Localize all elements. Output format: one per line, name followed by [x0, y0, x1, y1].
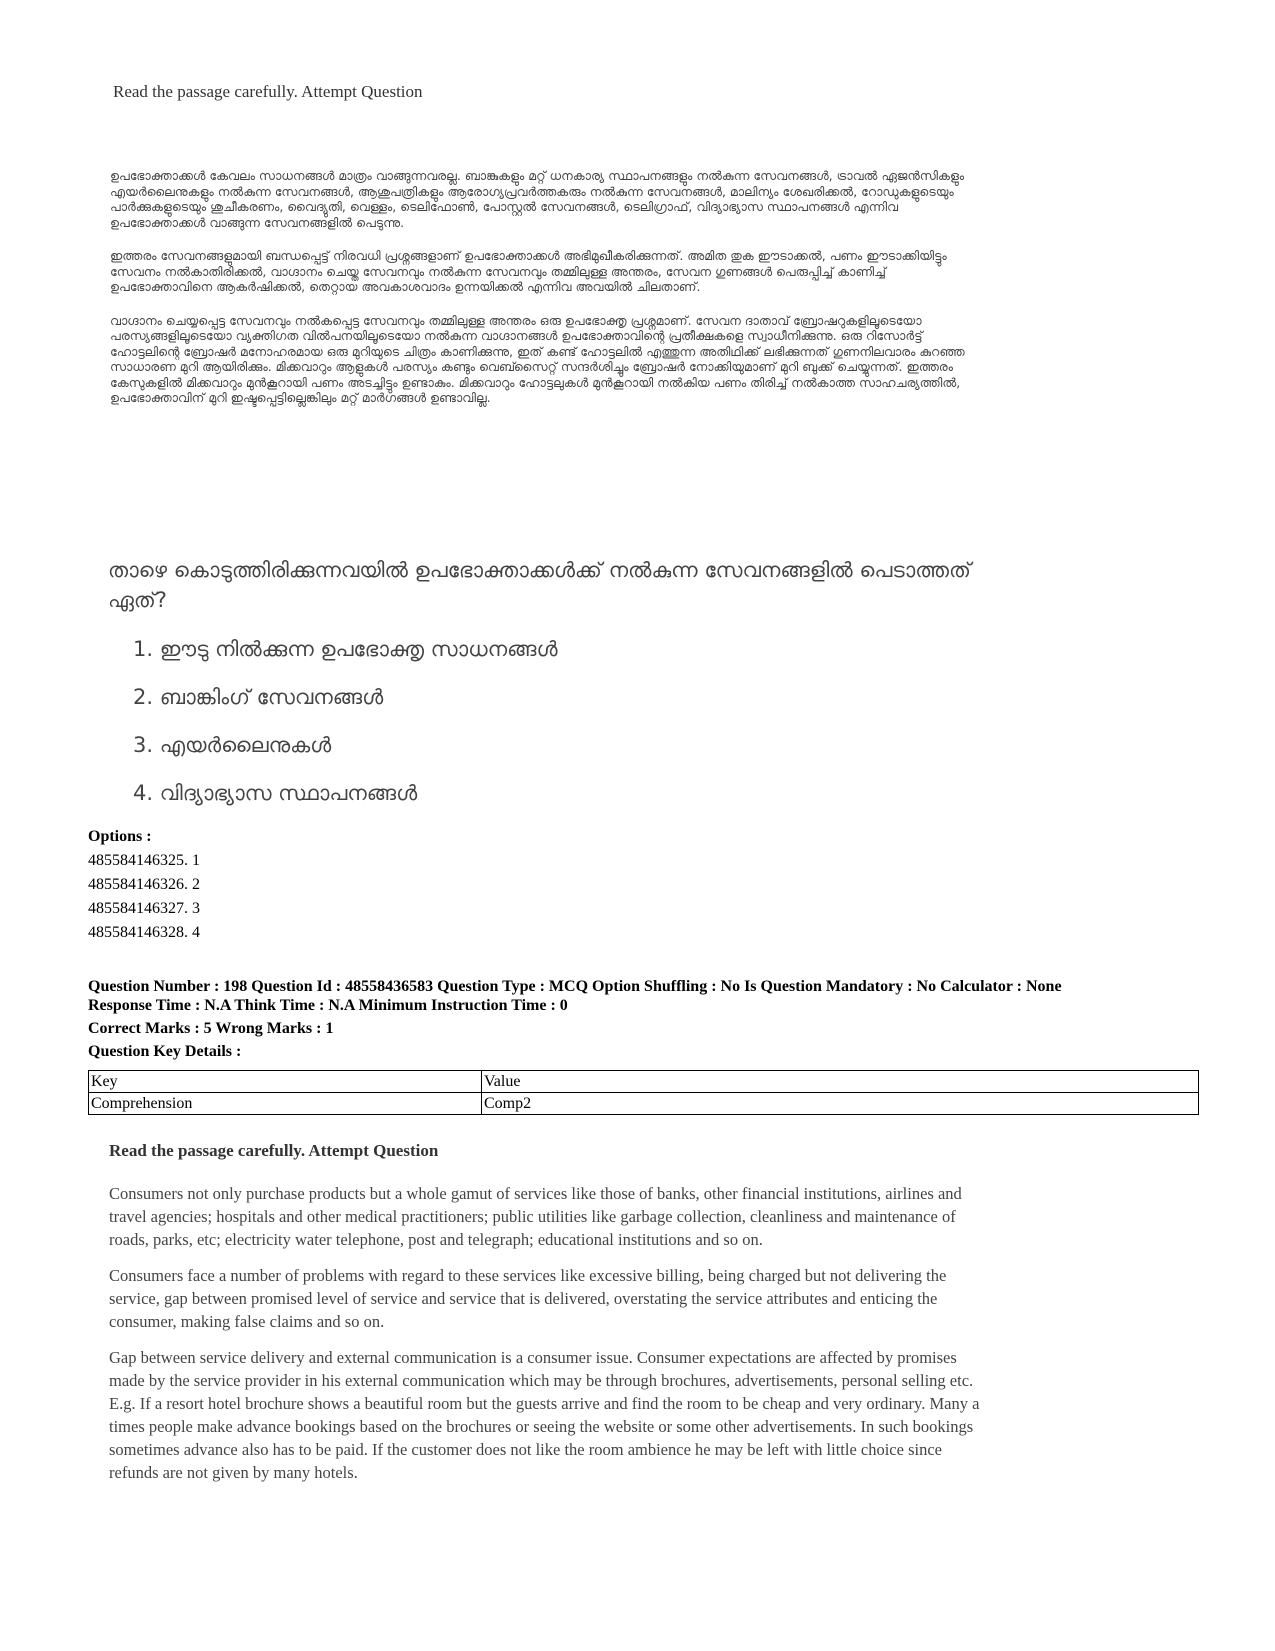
option-item: 485584146328. 4 [88, 924, 200, 941]
english-paragraph: Consumers face a number of problems with regard to these services like excessive billing, being charged but not delivering the service, gap between promised level of service and service that is delivered, overstating the service attributes and enticing the consumer, making false claims and so on. [109, 1266, 947, 1331]
malayalam-choice: 4. വിദ്യാഭ്യാസ സ്ഥാപനങ്ങൾ [133, 781, 418, 805]
malayalam-choice: 2. ബാങ്കിംഗ് സേവനങ്ങൾ [133, 685, 384, 709]
english-passage [109, 1182, 989, 1497]
malayalam-choice: 1. ഈടു നിൽക്കുന്ന ഉപഭോക്തൃ സാധനങ്ങൾ [133, 637, 558, 661]
table-header-cell: Value [482, 1071, 1199, 1093]
malayalam-paragraph: വാഗ്ദാനം ചെയ്യപ്പെട്ട സേവനവും നൽകപ്പെട്ട സേവനവും തമ്മിലുള്ള അന്തരം ഒരു ഉപഭോക്തൃ പ്രശ്നമാണ്. സേവന ദാതാവ് ബ്രോഷറുകളിലൂടെയോ പരസ്യങ്ങളിലൂടെയോ വ്യക്തിഗത വിൽപനയിലൂടെയോ നൽകുന്ന വാഗ്ദാനങ്ങൾ ഉപഭോക്താവിന്റെ പ്രതീക്ഷകളെ സ്വാധീനിക്കുന്നു. ഒരു റിസോർട്ട് ഹോട്ടലിന്റെ ബ്രോഷർ മനോഹരമായ ഒരു മുറിയുടെ ചിത്രം കാണിക്കുന്നു, ഇത് കണ്ട് ഹോട്ടലിൽ എത്തുന്ന അതിഥിക്ക് ലഭിക്കുന്നത് ഗുണനിലവാരം കുറഞ്ഞ സാധാരണ മുറി ആയിരിക്കും. മിക്കവാറും ആളുകൾ പരസ്യം കണ്ടും വെബ്സൈറ്റ് സന്ദർശിച്ചും ബ്രോഷർ നോക്കിയുമാണ് മുറി ബുക്ക് ചെയ്യുന്നത്. ഇത്തരം കേസുകളിൽ മിക്കവാറും മുൻകൂറായി പണം അടച്ചിട്ടും ഉണ്ടാകും. മിക്കവാറും ഹോട്ടലുകൾ മുൻകൂറായി നൽകിയ പണം തിരിച്ച് നൽകാത്ത സാഹചര്യത്തിൽ, ഉപഭോക്താവിന് മുറി ഇഷ്ടപ്പെട്ടില്ലെങ്കിലും മറ്റ് മാർഗങ്ങൾ ഉണ്ടാവില്ല. [110, 312, 965, 405]
option-item: 485584146327. 3 [88, 900, 200, 917]
table-cell: Comp2 [482, 1093, 1199, 1115]
option-item: 485584146325. 1 [88, 852, 200, 869]
table-cell: Comprehension [89, 1093, 482, 1115]
malayalam-passage [110, 168, 990, 424]
options-block [88, 825, 200, 945]
marks-line: Correct Marks : 5 Wrong Marks : 1 [88, 1020, 334, 1037]
malayalam-choices [133, 625, 558, 817]
table-header-cell: Key [89, 1071, 482, 1093]
malayalam-paragraph: ഉപഭോക്താക്കൾ കേവലം സാധനങ്ങൾ മാത്രം വാങ്ങുന്നവരല്ല. ബാങ്കുകളും മറ്റ് ധനകാര്യ സ്ഥാപനങ്ങളും നൽകുന്ന സേവനങ്ങൾ, ട്രാവൽ ഏജൻസികളും എയർലൈനുകളും നൽകുന്ന സേവനങ്ങൾ, ആശുപത്രികളും ആരോഗ്യപ്രവർത്തകരും നൽകുന്ന സേവനങ്ങൾ, മാലിന്യം ശേഖരിക്കൽ, റോഡുകളുടെയും പാർക്കുകളുടെയും ശുചീകരണം, വൈദ്യുതി, വെള്ളം, ടെലിഫോൺ, പോസ്റ്റൽ സേവനങ്ങൾ, ടെലിഗ്രാഫ്, വിദ്യാഭ്യാസ സ്ഥാപനങ്ങൾ എന്നിവ ഉപഭോക്താക്കൾ വാങ്ങുന്ന സേവനങ്ങളിൽ പെടുന്നു. [110, 168, 965, 230]
question-meta-line1: Question Number : 198 Question Id : 48558436583 Question Type : MCQ Option Shuffling : No Is Question Mandatory : No Calculator : None [88, 978, 1062, 995]
option-item: 485584146326. 2 [88, 876, 200, 893]
table-header-row [89, 1071, 1199, 1093]
malayalam-question: താഴെ കൊടുത്തിരിക്കുന്നവയിൽ ഉപഭോക്താക്കൾക്ക് നൽകുന്ന സേവനങ്ങളിൽ പെടാത്തത് ഏത്? [108, 558, 971, 612]
english-paragraph: Gap between service delivery and external communication is a consumer issue. Consumer expectations are affected by promises made by the service provider in his external communication which may be through brochures, advertisements, personal selling etc. E.g. If a resort hotel brochure shows a beautiful room but the guests arrive and find the room to be cheap and very ordinary. Many a times people make advance bookings based on the brochures or seeing the website or some other advertisements. In such bookings sometimes advance also has to be paid. If the customer does not like the room ambience he may be left with little choice since refunds are not given by many hotels. [109, 1348, 980, 1482]
english-paragraph: Consumers not only purchase products but a whole gamut of services like those of banks, other financial institutions, airlines and travel agencies; hospitals and other medical practitioners; public utilities like garbage collection, cleanliness and maintenance of roads, parks, etc; electricity water telephone, post and telegraph; educational institutions and so on. [109, 1184, 962, 1249]
english-passage-heading: Read the passage carefully. Attempt Question [109, 1141, 439, 1160]
table-row [89, 1093, 1199, 1115]
malayalam-paragraph: ഇത്തരം സേവനങ്ങളുമായി ബന്ധപ്പെട്ട് നിരവധി പ്രശ്നങ്ങളാണ് ഉപഭോക്താക്കൾ അഭിമുഖീകരിക്കുന്നത്. അമിത തുക ഈടാക്കൽ, പണം ഈടാക്കിയിട്ടും സേവനം നൽകാതിരിക്കൽ, വാഗ്ദാനം ചെയ്ത സേവനവും നൽകുന്ന സേവനവും തമ്മിലുള്ള അന്തരം, സേവന ഗുണങ്ങൾ പെരുപ്പിച്ച് കാണിച്ച് ഉപഭോക്താവിനെ ആകർഷിക്കൽ, തെറ്റായ അവകാശവാദം ഉന്നയിക്കൽ എന്നിവ അവയിൽ ചിലതാണ്. [110, 248, 947, 294]
options-label: Options : [88, 828, 152, 845]
malayalam-choice: 3. എയർലൈനുകൾ [133, 733, 332, 757]
key-details-table [88, 1070, 1199, 1115]
question-meta-line2: Response Time : N.A Think Time : N.A Minimum Instruction Time : 0 [88, 997, 568, 1014]
key-details-label: Question Key Details : [88, 1043, 242, 1060]
malayalam-passage-heading: Read the passage carefully. Attempt Question [113, 82, 423, 101]
question-meta [88, 977, 1198, 1061]
